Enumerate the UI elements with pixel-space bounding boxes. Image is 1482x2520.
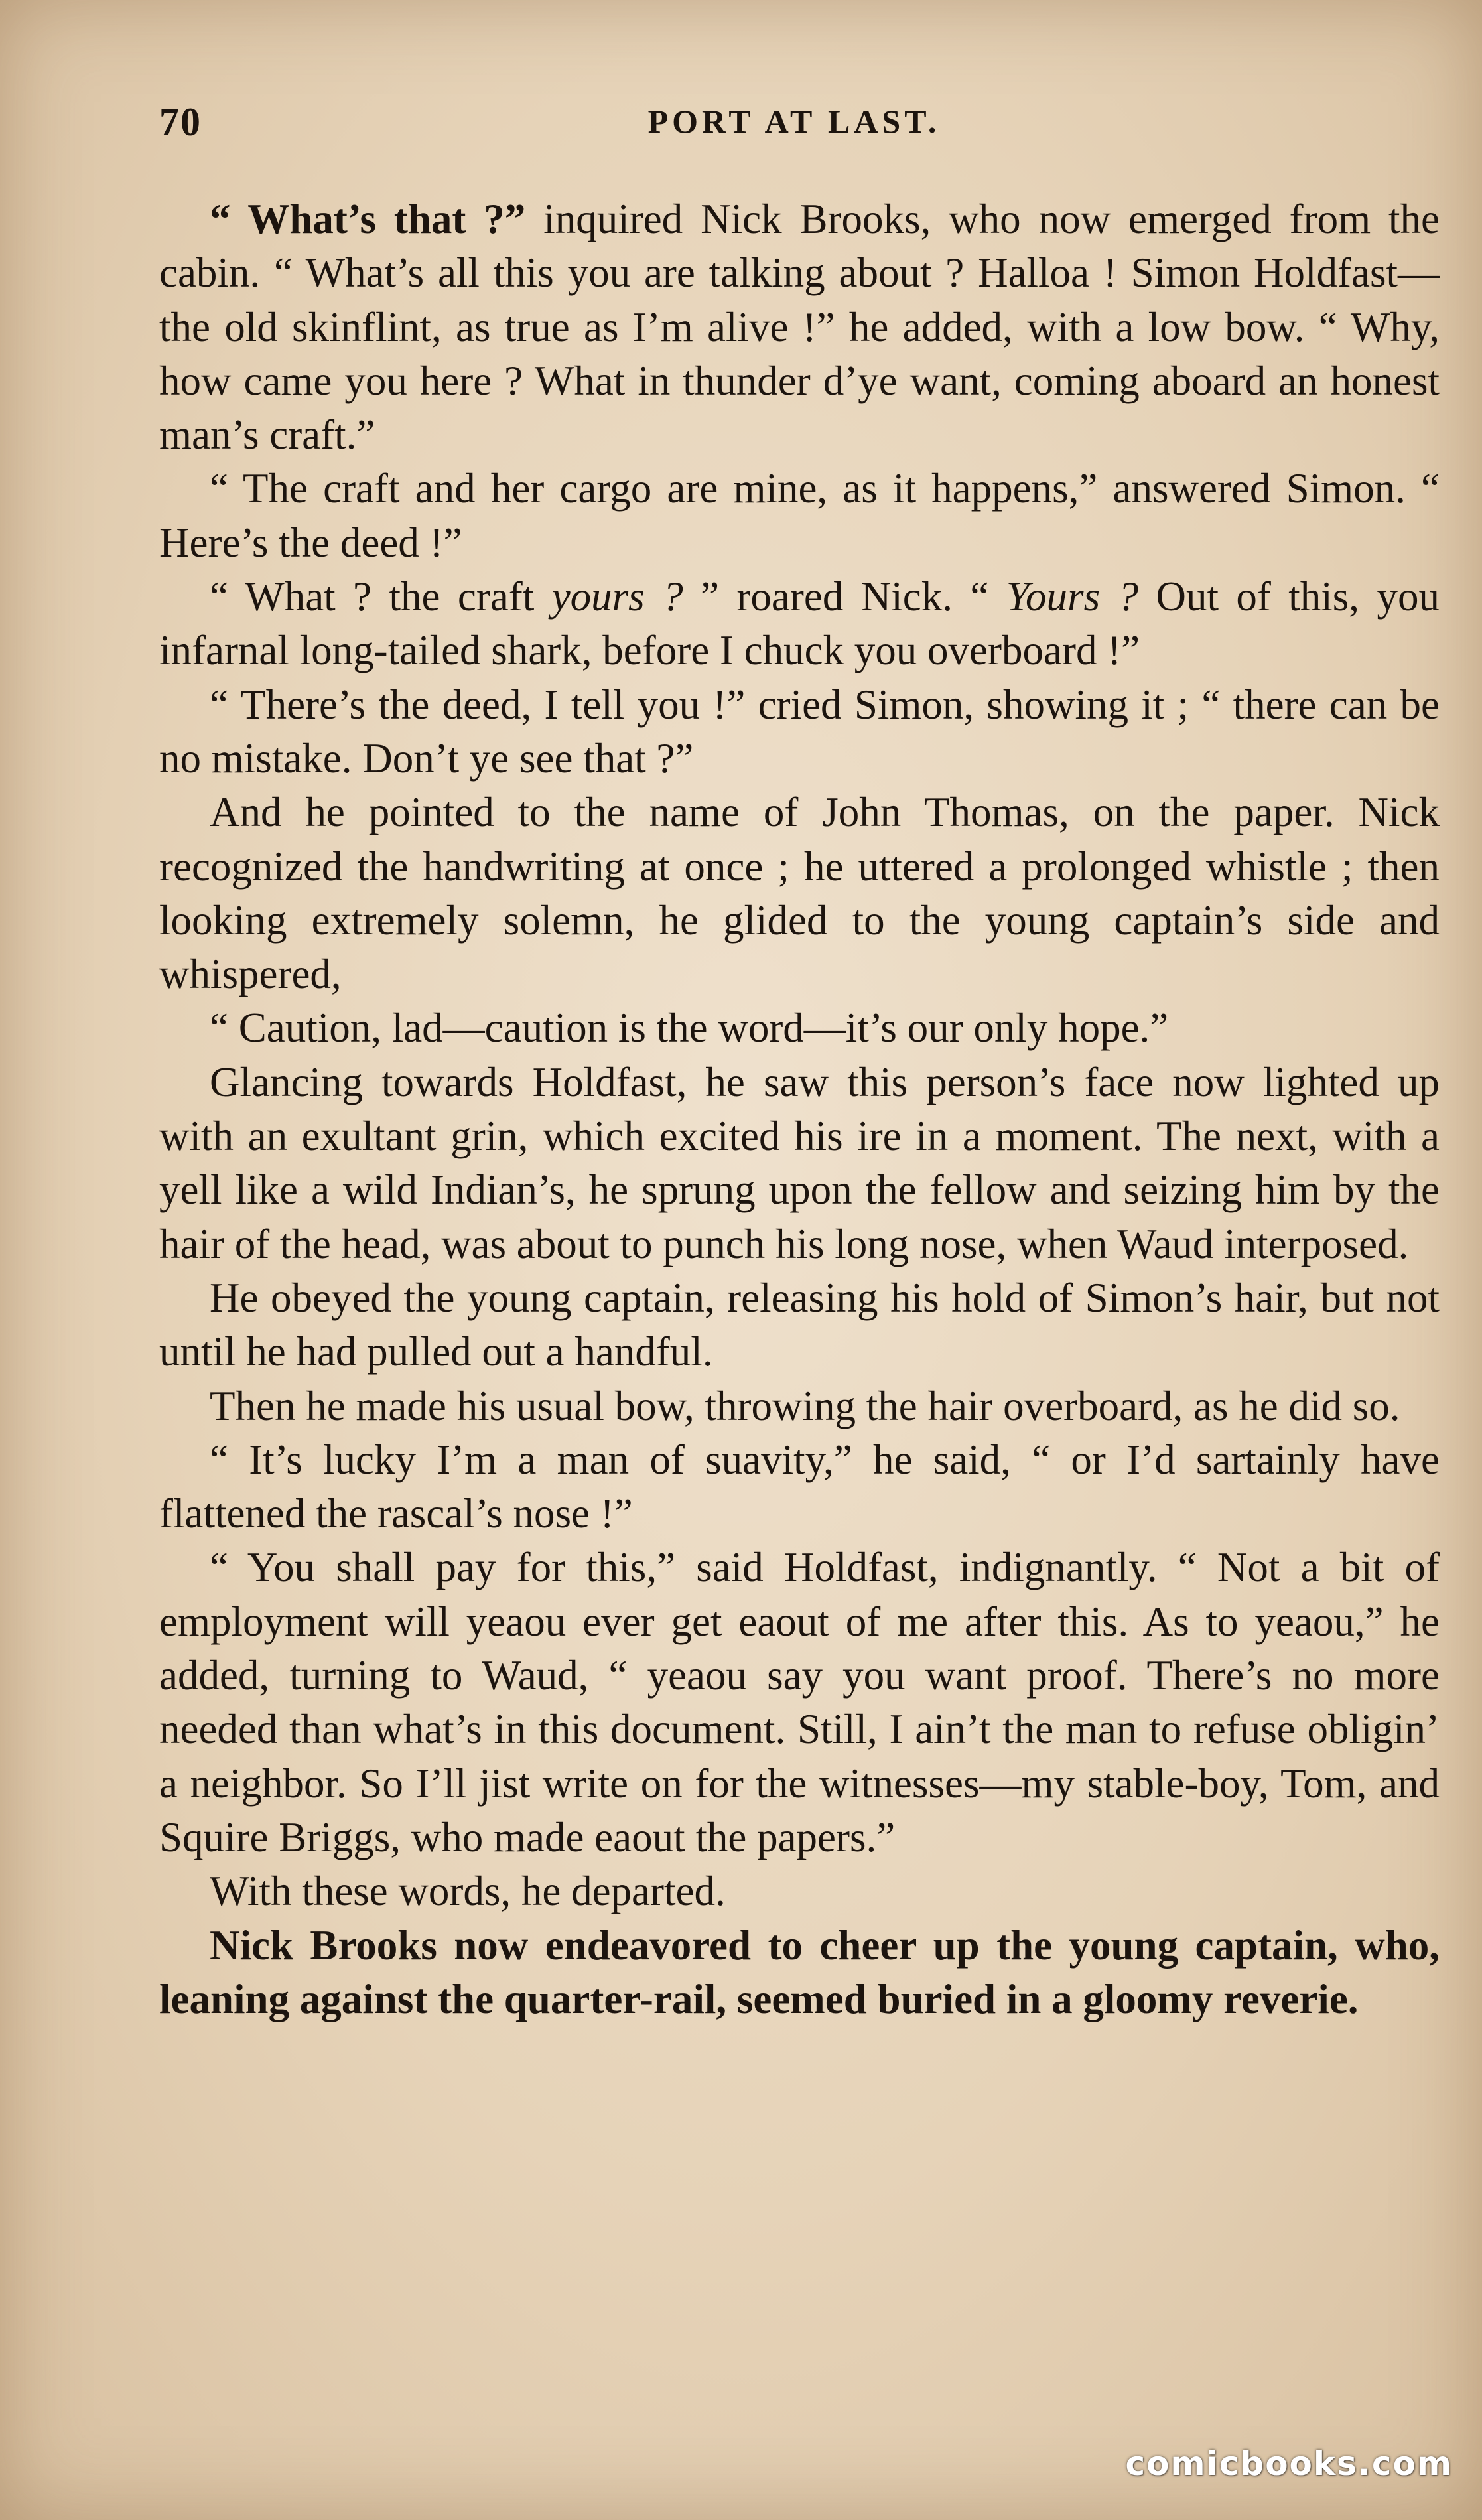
paragraph-4: “ There’s the deed, I tell you !” cried Simon, showing it ; “ there can be no mistake. Don’t ye see that ?” [159, 681, 1440, 782]
paragraph-6: “ Caution, lad—caution is the word—it’s our only hope.” [210, 1005, 1169, 1052]
paragraph-5: And he pointed to the name of John Thomas, on the paper. Nick recognized the handwriting at once ; he uttered a prolonged whistle ; then looking extremely solemn, he glided to the young captain’s side and whispered, [159, 789, 1440, 998]
paragraph-8: He obeyed the young captain, releasing his hold of Simon’s hair, but not until he had pulled out a handful. [159, 1274, 1440, 1375]
paragraph-3-part-a: “ What ? the craft [210, 573, 552, 620]
body-text [159, 192, 1440, 2026]
paragraph-3 [159, 570, 1440, 678]
watermark: comicbooks.com [1125, 2444, 1453, 2483]
paragraph-3-italic-yours-2: Yours ? [1006, 573, 1139, 620]
page-header [159, 93, 1429, 153]
paragraph-1-rest: inquired Nick Brooks, who now emerged from the cabin. “ What’s all this you are talking about ? Halloa ! Simon Holdfast—the old skinflint, as true as I’m alive !” he added, with a low bow. “ Why, how came you here ? What in thunder d’ye want, coming aboard an honest man’s craft.” [159, 196, 1440, 458]
paragraph-12: With these words, he departed. [210, 1868, 726, 1915]
paragraph-10: “ It’s lucky I’m a man of suavity,” he said, “ or I’d sartainly have flattened the rascal’s nose !” [159, 1436, 1440, 1537]
page-number: 70 [159, 100, 202, 144]
paragraph-1-lead: “ What’s that ?” [210, 196, 526, 242]
paragraph-9: Then he made his usual bow, throwing the hair overboard, as he did so. [210, 1382, 1400, 1429]
paragraph-3-part-c: ” roared Nick. “ [683, 573, 1006, 620]
paragraph-2: “ The craft and her cargo are mine, as it happens,” answered Simon. “ Here’s the deed !” [159, 465, 1440, 566]
paragraph-13: Nick Brooks now endeavored to cheer up the young captain, who, leaning against the quarter-rail, seemed buried in a gloomy reverie. [159, 1922, 1440, 2022]
paragraph-7: Glancing towards Holdfast, he saw this person’s face now lighted up with an exultant grin, which excited his ire in a moment. The next, with a yell like a wild Indian’s, he sprung upon the fellow and seizing him by the hair of the head, was about to punch his long nose, when Waud interposed. [159, 1058, 1440, 1267]
paragraph-11: “ You shall pay for this,” said Holdfast, indignantly. “ Not a bit of employment will yeaou ever get eaout of me after this. As to yeaou,” he added, turning to Waud, “ yeaou say you want proof. There’s no more needed than what’s in this document. Still, I ain’t the man to refuse obligin’ a neighbor. So I’ll jist write on for the witnesses—my stable-boy, Tom, and Squire Briggs, who made eaout the papers.” [159, 1544, 1440, 1860]
running-head: PORT AT LAST. [647, 103, 941, 140]
paragraph-3-italic-yours-1: yours ? [551, 573, 683, 620]
paragraph-1 [159, 192, 1440, 462]
paragraph-3-part-e: Out of this, you infarnal long-tailed shark, before I chuck you overboard !” [159, 573, 1440, 674]
